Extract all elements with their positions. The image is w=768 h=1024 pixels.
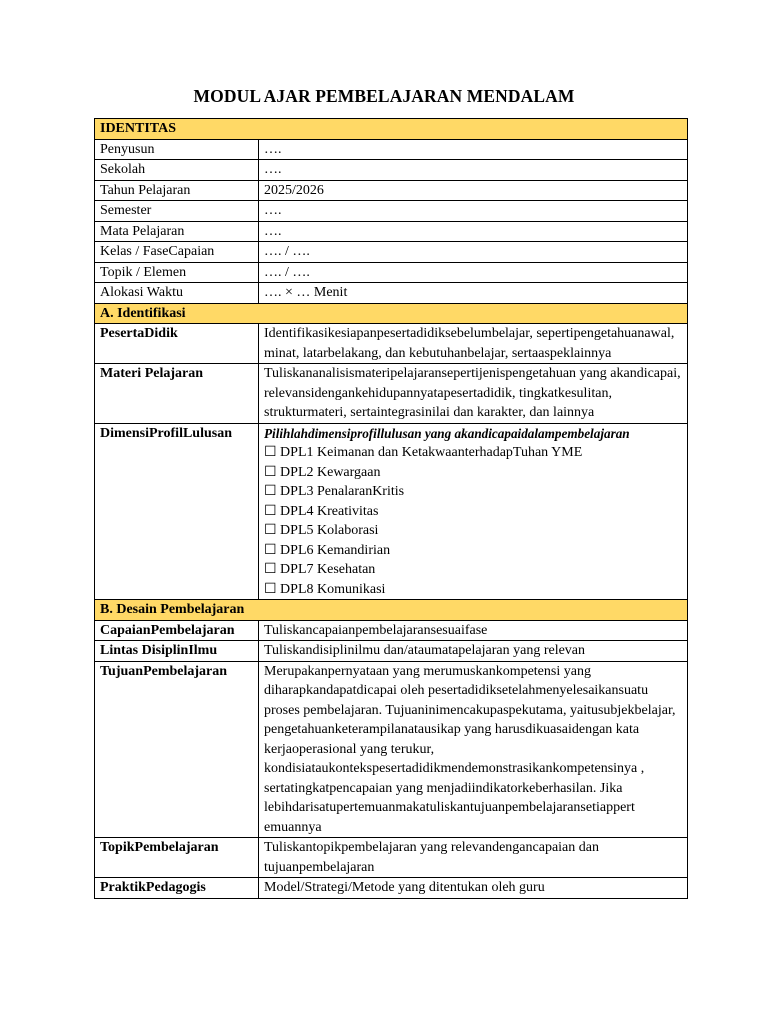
dimensi-instruction: Pilihlahdimensiprofillulusan yang akandicapaidalampembelajaran <box>264 425 630 441</box>
row-value: Model/Strategi/Metode yang ditentukan oleh guru <box>259 878 688 899</box>
section-desain <box>95 600 688 621</box>
page-title: MODUL AJAR PEMBELAJARAN MENDALAM <box>193 86 575 106</box>
row-label: PesertaDidik <box>95 324 259 364</box>
row-value: Tuliskancapaianpembelajaransesuaifase <box>259 620 688 641</box>
table-row <box>95 201 688 222</box>
row-value: …. <box>259 160 688 181</box>
row-value: Tuliskananalisismateripelajaransepertijenispengetahuan yang akandicapai, relevansidengankehidupannyatapesertadidik, tingkatkesulitan, strukturmateri, sertaintegrasinilai dan karakter, dan lainnya <box>259 364 688 424</box>
checkbox-option[interactable]: ☐ DPL1 Keimanan dan KetakwaanterhadapTuhan YME <box>264 445 583 460</box>
checkbox-option[interactable]: ☐ DPL6 Kemandirian <box>264 542 391 558</box>
row-label: Kelas / FaseCapaian <box>95 242 259 263</box>
table-row <box>95 423 688 600</box>
checkbox-option[interactable]: ☐ DPL2 Kewargaan <box>264 464 381 480</box>
row-value: Tuliskantopikpembelajaran yang relevandengancapaian dan tujuanpembelajaran <box>259 838 688 878</box>
table-row <box>95 180 688 201</box>
section-header: A. Identifikasi <box>95 303 688 324</box>
checkbox-option[interactable]: ☐ DPL4 Kreativitas <box>264 503 379 519</box>
row-label: Mata Pelajaran <box>95 221 259 242</box>
row-label: TujuanPembelajaran <box>95 661 259 838</box>
row-value: …. <box>259 201 688 222</box>
row-label: Sekolah <box>95 160 259 181</box>
table-row <box>95 139 688 160</box>
table-row <box>95 364 688 424</box>
row-value: …. / …. <box>259 262 688 283</box>
table-row <box>95 262 688 283</box>
table-row <box>95 324 688 364</box>
section-identitas <box>95 119 688 140</box>
row-value: 2025/2026 <box>259 180 688 201</box>
checkbox-option[interactable]: ☐ DPL8 Komunikasi <box>264 581 386 597</box>
row-value: Identifikasikesiapanpesertadidiksebelumbelajar, sepertipengetahuanawal, minat, latarbelakang, dan kebutuhanbelajar, sertaaspeklainnya <box>259 324 688 364</box>
table-row <box>95 661 688 838</box>
module-table <box>94 118 688 899</box>
row-value: …. × … Menit <box>259 283 688 304</box>
table-row <box>95 283 688 304</box>
row-label: Semester <box>95 201 259 222</box>
row-label: DimensiProfilLulusan <box>95 423 259 600</box>
row-label: Materi Pelajaran <box>95 364 259 424</box>
table-row <box>95 878 688 899</box>
checkbox-option[interactable]: ☐ DPL3 PenalaranKritis <box>264 484 405 499</box>
row-label: TopikPembelajaran <box>95 838 259 878</box>
row-value: Merupakanpernyataan yang merumuskankompetensi yang diharapkandapatdicapai oleh pesertadidiksetelahmenyelesaikansuatu proses pembelajaran. Tujuaninimencakupaspekutama, yaitusubjekbelajar, pengetahuanketerampilanatausikap yang harusdikuasaidengan kata kerjaoperasional yang terukur, kondisiataukontekspesertadidikmendemonstrasikankompetensinya , sertatingkatpencapaian yang menjadiindikatorkeberhasilan. Jika lebihdarisatupertemuanmakatuliskantujuanpembelajaransetiappert emuannya <box>259 661 688 838</box>
row-value <box>259 423 688 600</box>
row-value: Tuliskandisiplinilmu dan/ataumatapelajaran yang relevan <box>259 641 688 662</box>
section-identifikasi <box>95 303 688 324</box>
row-value: …. <box>259 139 688 160</box>
checkbox-option[interactable]: ☐ DPL7 Kesehatan <box>264 562 376 577</box>
row-label: Tahun Pelajaran <box>95 180 259 201</box>
row-label: Penyusun <box>95 139 259 160</box>
table-row <box>95 641 688 662</box>
table-row <box>95 160 688 181</box>
row-label: Lintas DisiplinIlmu <box>95 641 259 662</box>
table-row <box>95 221 688 242</box>
section-header: B. Desain Pembelajaran <box>95 600 688 621</box>
table-row <box>95 242 688 263</box>
row-value: …. / …. <box>259 242 688 263</box>
row-label: PraktikPedagogis <box>95 878 259 899</box>
row-value: …. <box>259 221 688 242</box>
row-label: CapaianPembelajaran <box>95 620 259 641</box>
section-header: IDENTITAS <box>95 119 688 140</box>
checkbox-option[interactable]: ☐ DPL5 Kolaborasi <box>264 523 379 538</box>
row-label: Topik / Elemen <box>95 262 259 283</box>
table-row <box>95 838 688 878</box>
table-row <box>95 620 688 641</box>
row-label: Alokasi Waktu <box>95 283 259 304</box>
